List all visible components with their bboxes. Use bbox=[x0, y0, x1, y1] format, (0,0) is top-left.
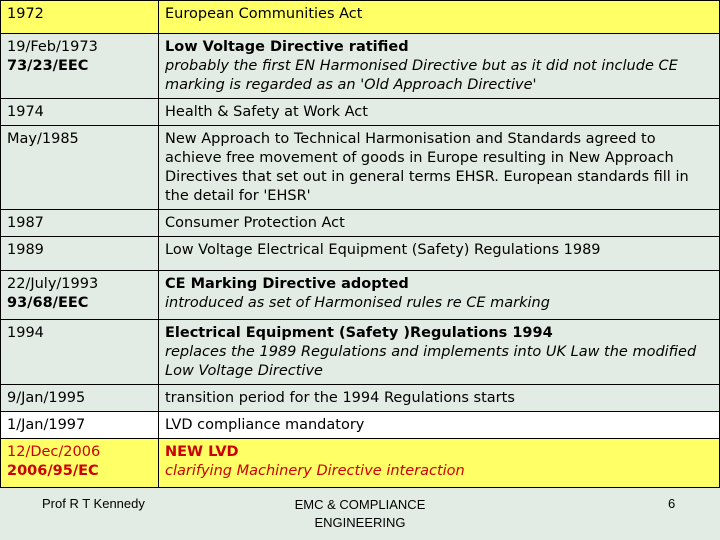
table-row bbox=[1, 126, 720, 210]
date-text: 22/July/1993 bbox=[7, 276, 99, 292]
footer-author: Prof R T Kennedy bbox=[42, 496, 145, 511]
table-row bbox=[1, 237, 720, 271]
slide-footer bbox=[0, 496, 720, 540]
table-row bbox=[1, 1, 720, 34]
table-row bbox=[1, 210, 720, 237]
event-cell: New Approach to Technical Harmonisation and Standards agreed to achieve free movement of goods in Europe resulting in New Approach Directives that set out in general terms EHSR. European standards fill in the detail for 'EHSR' bbox=[159, 126, 720, 210]
event-cell bbox=[159, 271, 720, 320]
directive-ref: 73/23/EEC bbox=[7, 58, 89, 74]
date-text: 12/Dec/2006 bbox=[7, 444, 101, 460]
date-cell: 1994 bbox=[1, 320, 159, 385]
date-cell: 1987 bbox=[1, 210, 159, 237]
table-row bbox=[1, 320, 720, 385]
event-cell: transition period for the 1994 Regulations starts bbox=[159, 385, 720, 412]
event-cell bbox=[159, 34, 720, 99]
date-cell: 9/Jan/1995 bbox=[1, 385, 159, 412]
footer-title: EMC & COMPLIANCE ENGINEERING bbox=[294, 497, 426, 530]
event-note: replaces the 1989 Regulations and implements into UK Law the modified Low Voltage Directive bbox=[165, 344, 697, 379]
directive-ref: 93/68/EEC bbox=[7, 295, 89, 311]
event-title: NEW LVD bbox=[165, 444, 239, 460]
event-cell: Low Voltage Electrical Equipment (Safety) Regulations 1989 bbox=[159, 237, 720, 271]
event-cell: Consumer Protection Act bbox=[159, 210, 720, 237]
event-note: probably the first EN Harmonised Directive but as it did not include CE marking is regarded as an 'Old Approach Directive' bbox=[165, 58, 678, 93]
date-cell bbox=[1, 439, 159, 488]
date-cell: 1974 bbox=[1, 99, 159, 126]
page-number: 6 bbox=[668, 496, 676, 511]
table-row bbox=[1, 412, 720, 439]
directive-ref: 2006/95/EC bbox=[7, 463, 99, 479]
date-text: 19/Feb/1973 bbox=[7, 39, 98, 55]
event-note: introduced as set of Harmonised rules re CE marking bbox=[165, 295, 550, 311]
date-cell bbox=[1, 271, 159, 320]
table-row bbox=[1, 34, 720, 99]
date-cell: 1972 bbox=[1, 1, 159, 34]
event-title: Low Voltage Directive ratified bbox=[165, 39, 409, 55]
event-cell: Health & Safety at Work Act bbox=[159, 99, 720, 126]
date-cell: 1/Jan/1997 bbox=[1, 412, 159, 439]
event-cell bbox=[159, 439, 720, 488]
date-cell: 1989 bbox=[1, 237, 159, 271]
date-cell bbox=[1, 34, 159, 99]
table-row bbox=[1, 99, 720, 126]
event-title: CE Marking Directive adopted bbox=[165, 276, 409, 292]
table-row bbox=[1, 271, 720, 320]
event-note: clarifying Machinery Directive interaction bbox=[165, 463, 465, 479]
event-cell: LVD compliance mandatory bbox=[159, 412, 720, 439]
table-row bbox=[1, 385, 720, 412]
date-cell: May/1985 bbox=[1, 126, 159, 210]
event-cell bbox=[159, 320, 720, 385]
event-cell: European Communities Act bbox=[159, 1, 720, 34]
table-row bbox=[1, 439, 720, 488]
event-title: Electrical Equipment (Safety )Regulations 1994 bbox=[165, 325, 553, 341]
